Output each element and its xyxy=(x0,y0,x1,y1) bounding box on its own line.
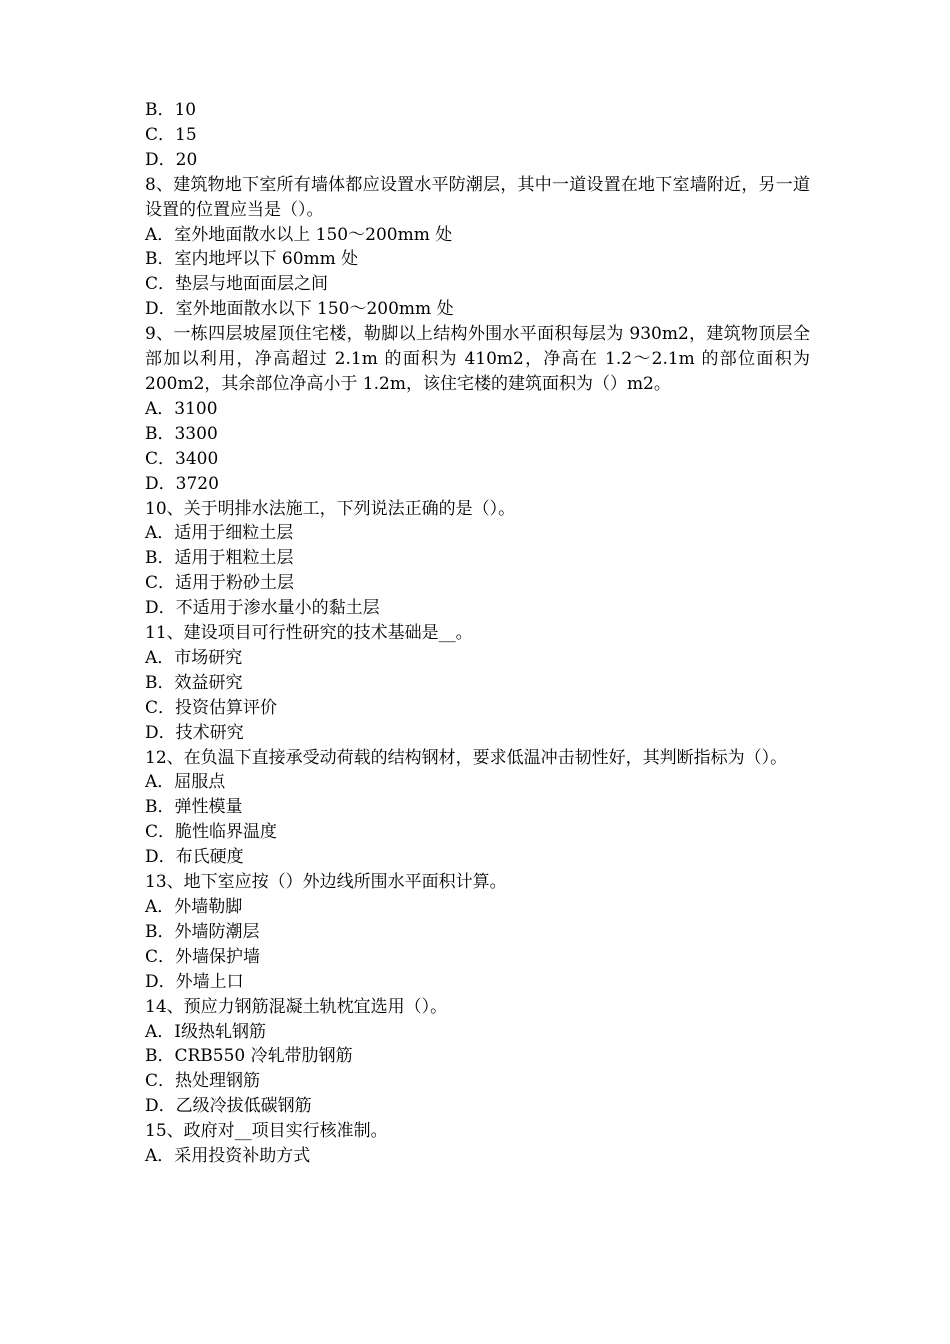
option: D．乙级冷拔低碳钢筋 xyxy=(145,1096,312,1117)
option: B．弹性模量 xyxy=(145,797,243,818)
question-15 xyxy=(145,1119,810,1169)
option: C．15 xyxy=(145,124,197,145)
question-13 xyxy=(145,870,810,995)
question-text: 15、政府对__项目实行核准制。 xyxy=(145,1121,388,1142)
option: B．效益研究 xyxy=(145,672,243,693)
question-text: 12、在负温下直接承受动荷载的结构钢材，要求低温冲击韧性好，其判断指标为（）。 xyxy=(145,747,788,768)
option: B．10 xyxy=(145,100,197,120)
question-9 xyxy=(145,322,810,496)
option: B．外墙防潮层 xyxy=(145,921,260,942)
option: D．室外地面散水以下 150～200mm 处 xyxy=(145,299,454,320)
option: C．垫层与地面面层之间 xyxy=(145,274,329,295)
option: D．技术研究 xyxy=(145,722,244,743)
option: A．屈服点 xyxy=(145,772,226,793)
question-11 xyxy=(145,621,810,746)
question-text: 9、一栋四层坡屋顶住宅楼，勒脚以上结构外围水平面积每层为 930m2，建筑物顶层全部加以利用，净高超过 2.1m 的面积为 410m2，净高在 1.2～2.1m 的部位面积为 200m2，其余部位净高小于 1.2m，该住宅楼的建筑面积为（）m2。 xyxy=(145,324,810,394)
option: B．适用于粗粒土层 xyxy=(145,548,294,569)
option: B．CRB550 冷轧带肋钢筋 xyxy=(145,1046,353,1067)
option: C．适用于粉砂土层 xyxy=(145,573,295,594)
question-text: 10、关于明排水法施工，下列说法正确的是（）。 xyxy=(145,498,516,519)
question-text: 14、预应力钢筋混凝土轨枕宜选用（）。 xyxy=(145,996,448,1017)
option: B．3300 xyxy=(145,423,218,444)
option: D．布氏硬度 xyxy=(145,847,244,868)
question-10 xyxy=(145,497,810,622)
lead-options xyxy=(145,98,810,173)
question-text: 11、建设项目可行性研究的技术基础是__。 xyxy=(145,623,473,644)
option: C．3400 xyxy=(145,448,219,469)
option: A．3100 xyxy=(145,398,218,419)
option: A．适用于细粒土层 xyxy=(145,523,294,544)
question-8 xyxy=(145,173,810,322)
question-text: 13、地下室应按（）外边线所围水平面积计算。 xyxy=(145,872,507,893)
option: D．不适用于渗水量小的黏土层 xyxy=(145,598,380,619)
option: C．外墙保护墙 xyxy=(145,946,261,967)
option: A．市场研究 xyxy=(145,647,243,668)
option: A．室外地面散水以上 150～200mm 处 xyxy=(145,224,453,245)
option: C．脆性临界温度 xyxy=(145,822,278,843)
option: A．采用投资补助方式 xyxy=(145,1146,311,1167)
option: B．室内地坪以下 60mm 处 xyxy=(145,249,359,270)
option: A．Ⅰ级热轧钢筋 xyxy=(145,1021,266,1042)
question-14 xyxy=(145,995,810,1120)
option: D．20 xyxy=(145,149,198,170)
option: D．3720 xyxy=(145,473,219,494)
document-page xyxy=(145,98,810,1169)
question-text: 8、建筑物地下室所有墙体都应设置水平防潮层，其中一道设置在地下室墙附近，另一道设置的位置应当是（）。 xyxy=(145,174,810,220)
question-12 xyxy=(145,746,810,871)
option: C．热处理钢筋 xyxy=(145,1071,261,1092)
option: C．投资估算评价 xyxy=(145,697,278,718)
option: A．外墙勒脚 xyxy=(145,897,243,917)
option: D．外墙上口 xyxy=(145,971,244,992)
